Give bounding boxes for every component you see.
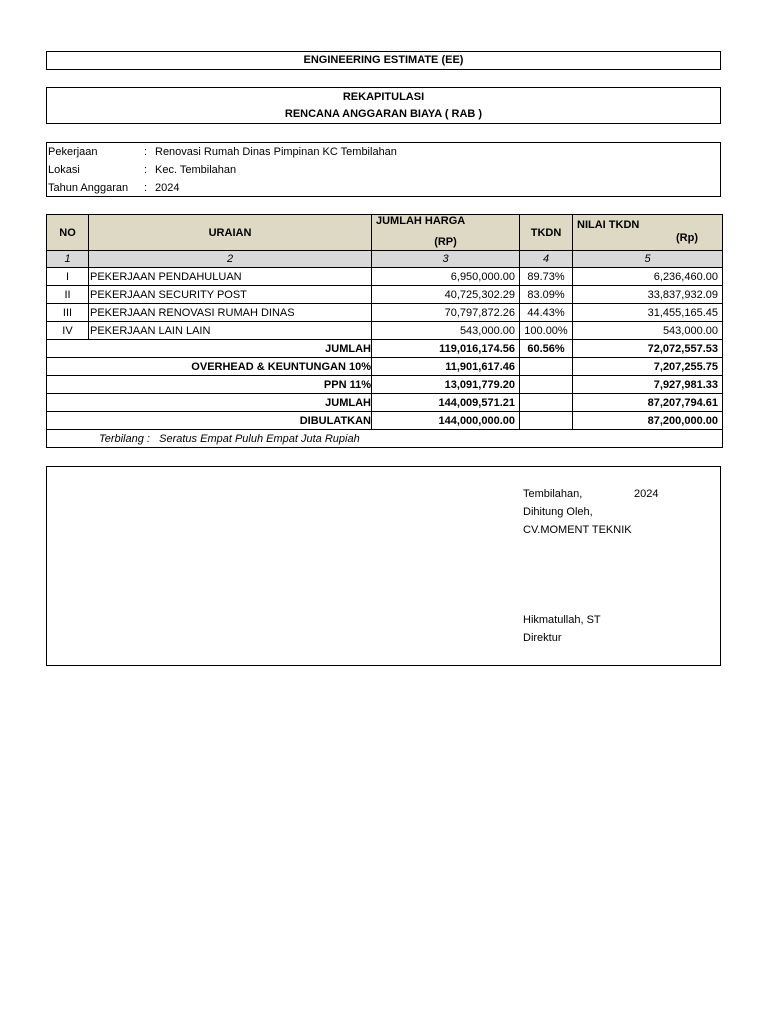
info-value: 2024 bbox=[155, 182, 180, 194]
index-cell: 5 bbox=[573, 251, 723, 268]
table-row bbox=[47, 322, 723, 340]
signature-place: Tembilahan, bbox=[523, 488, 583, 500]
row-no: III bbox=[47, 304, 89, 322]
table-row bbox=[47, 268, 723, 286]
info-label: Lokasi bbox=[48, 164, 80, 176]
summary-label: DIBULATKAN bbox=[47, 412, 372, 430]
summary-nilai: 87,207,794.61 bbox=[573, 394, 723, 412]
info-colon: : bbox=[144, 164, 148, 176]
summary-row-total bbox=[47, 394, 723, 412]
summary-nilai: 7,927,981.33 bbox=[573, 376, 723, 394]
row-nilai: 543,000.00 bbox=[573, 322, 723, 340]
info-colon: : bbox=[144, 146, 148, 158]
index-cell: 4 bbox=[520, 251, 573, 268]
column-index-row bbox=[47, 251, 723, 268]
document-title: ENGINEERING ESTIMATE (EE) bbox=[303, 54, 464, 66]
terbilang-cell bbox=[47, 430, 723, 448]
recap-title: REKAPITULASI bbox=[342, 91, 425, 103]
document-title-box bbox=[46, 51, 721, 70]
row-nilai: 33,837,932.09 bbox=[573, 286, 723, 304]
summary-nilai: 7,207,255.75 bbox=[573, 358, 723, 376]
row-nilai: 6,236,460.00 bbox=[573, 268, 723, 286]
summary-nilai: 72,072,557.53 bbox=[573, 340, 723, 358]
summary-label: OVERHEAD & KEUNTUNGAN 10% bbox=[47, 358, 372, 376]
header-nilai-tkdn bbox=[573, 215, 723, 251]
signature-company: CV.MOMENT TEKNIK bbox=[523, 524, 632, 536]
summary-tkdn bbox=[520, 412, 573, 430]
summary-jumlah: 11,901,617.46 bbox=[372, 358, 520, 376]
info-label: Pekerjaan bbox=[48, 146, 98, 158]
rab-title: RENCANA ANGGARAN BIAYA ( RAB ) bbox=[284, 108, 483, 120]
info-value: Kec. Tembilahan bbox=[155, 164, 237, 176]
info-row-lokasi bbox=[47, 162, 720, 180]
terbilang-row bbox=[47, 430, 723, 448]
signature-box bbox=[46, 466, 721, 666]
row-tkdn: 83.09% bbox=[520, 286, 573, 304]
terbilang-label: Terbilang : bbox=[99, 432, 150, 445]
row-jumlah: 70,797,872.26 bbox=[372, 304, 520, 322]
header-tkdn: TKDN bbox=[520, 215, 573, 251]
row-nilai: 31,455,165.45 bbox=[573, 304, 723, 322]
rab-table bbox=[46, 214, 723, 448]
header-jumlah-bot: (RP) bbox=[434, 236, 457, 248]
header-nilai-bot: (Rp) bbox=[676, 232, 698, 244]
table-header-row bbox=[47, 215, 723, 251]
summary-row-dibulatkan bbox=[47, 412, 723, 430]
info-colon: : bbox=[144, 182, 148, 194]
table-row bbox=[47, 286, 723, 304]
header-uraian: URAIAN bbox=[89, 215, 372, 251]
info-row-pekerjaan bbox=[47, 144, 720, 162]
row-tkdn: 100.00% bbox=[520, 322, 573, 340]
index-cell: 2 bbox=[89, 251, 372, 268]
summary-row-jumlah bbox=[47, 340, 723, 358]
row-uraian: PEKERJAAN SECURITY POST bbox=[89, 286, 372, 304]
header-jumlah-top: JUMLAH HARGA bbox=[376, 215, 466, 227]
table-row bbox=[47, 304, 723, 322]
row-jumlah: 6,950,000.00 bbox=[372, 268, 520, 286]
row-no: I bbox=[47, 268, 89, 286]
signature-year: 2024 bbox=[634, 488, 659, 500]
index-cell: 1 bbox=[47, 251, 89, 268]
signature-position: Direktur bbox=[523, 632, 562, 644]
info-label: Tahun Anggaran bbox=[48, 182, 129, 194]
info-value: Renovasi Rumah Dinas Pimpinan KC Tembilahan bbox=[155, 146, 397, 158]
row-tkdn: 44.43% bbox=[520, 304, 573, 322]
header-jumlah-harga bbox=[372, 215, 520, 251]
recap-title-box bbox=[46, 87, 721, 124]
summary-row-overhead bbox=[47, 358, 723, 376]
terbilang-value: Seratus Empat Puluh Empat Juta Rupiah bbox=[159, 432, 360, 445]
summary-tkdn: 60.56% bbox=[520, 340, 573, 358]
summary-label: PPN 11% bbox=[47, 376, 372, 394]
summary-label: JUMLAH bbox=[47, 340, 372, 358]
row-no: IV bbox=[47, 322, 89, 340]
summary-tkdn bbox=[520, 358, 573, 376]
summary-jumlah: 144,000,000.00 bbox=[372, 412, 520, 430]
signature-name: Hikmatullah, ST bbox=[523, 614, 601, 626]
row-uraian: PEKERJAAN LAIN LAIN bbox=[89, 322, 372, 340]
header-no: NO bbox=[47, 215, 89, 251]
summary-row-ppn bbox=[47, 376, 723, 394]
summary-nilai: 87,200,000.00 bbox=[573, 412, 723, 430]
header-nilai-top: NILAI TKDN bbox=[577, 219, 640, 231]
summary-jumlah: 13,091,779.20 bbox=[372, 376, 520, 394]
row-no: II bbox=[47, 286, 89, 304]
summary-label: JUMLAH bbox=[47, 394, 372, 412]
summary-jumlah: 144,009,571.21 bbox=[372, 394, 520, 412]
summary-tkdn bbox=[520, 376, 573, 394]
project-info-box bbox=[46, 142, 721, 197]
info-row-tahun bbox=[47, 180, 720, 198]
summary-jumlah: 119,016,174.56 bbox=[372, 340, 520, 358]
row-uraian: PEKERJAAN PENDAHULUAN bbox=[89, 268, 372, 286]
signature-computed-by: Dihitung Oleh, bbox=[523, 506, 593, 518]
row-tkdn: 89.73% bbox=[520, 268, 573, 286]
row-uraian: PEKERJAAN RENOVASI RUMAH DINAS bbox=[89, 304, 372, 322]
row-jumlah: 543,000.00 bbox=[372, 322, 520, 340]
summary-tkdn bbox=[520, 394, 573, 412]
index-cell: 3 bbox=[372, 251, 520, 268]
row-jumlah: 40,725,302.29 bbox=[372, 286, 520, 304]
